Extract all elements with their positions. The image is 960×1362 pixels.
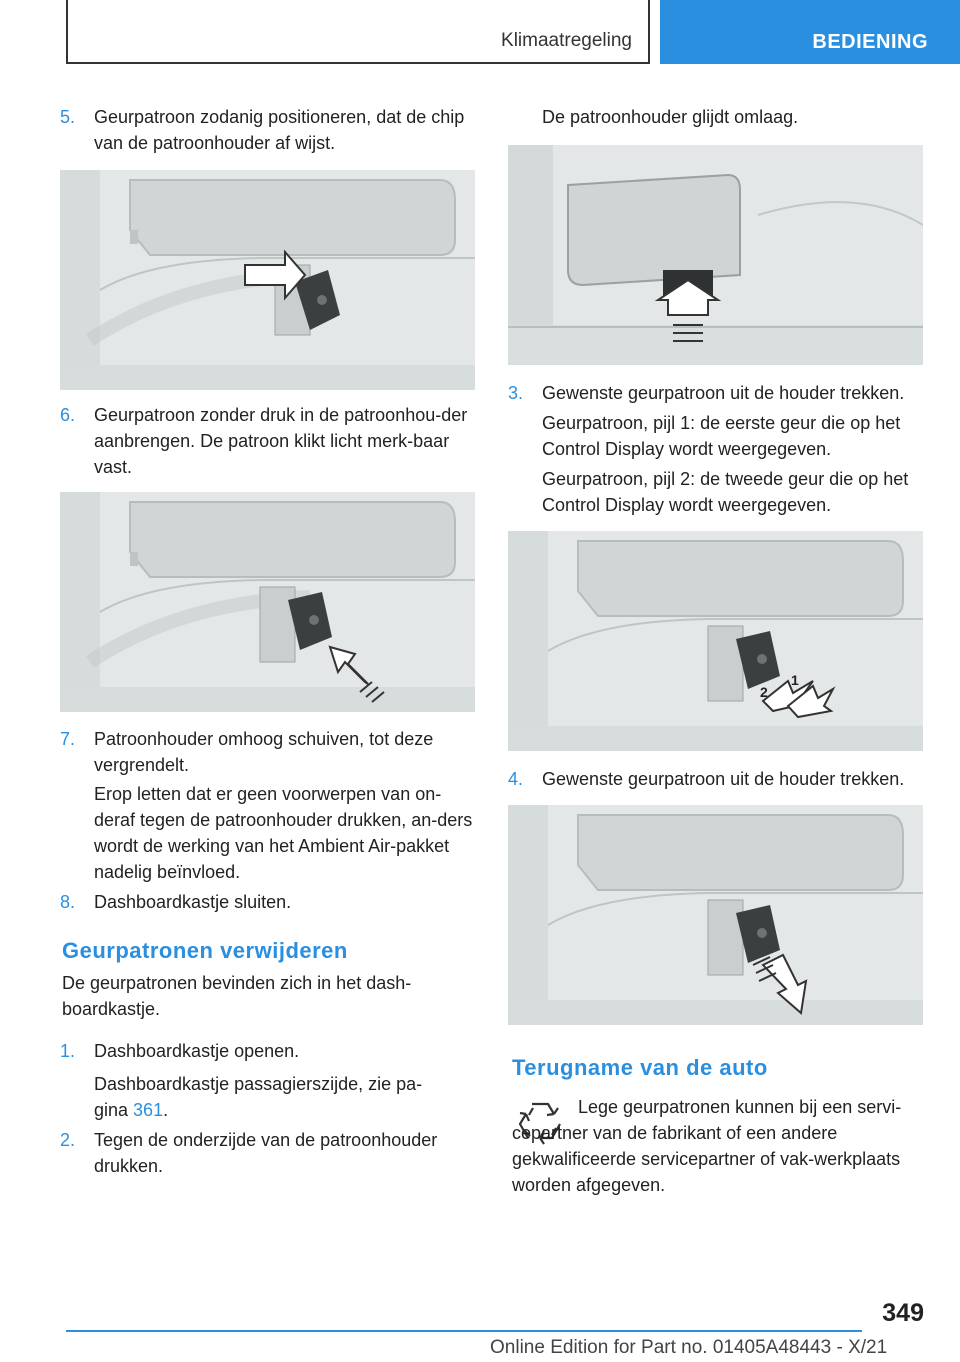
recycling-paragraph: Lege geurpatronen kunnen bij een servi‐cepartner van de fabrikant of een andere gekwalificeerde servicepartner of vak‐werkplaats worden afgegeven. — [512, 1097, 902, 1195]
step-text: Dashboardkastje openen. — [94, 1041, 300, 1061]
step-number: 6. — [60, 405, 76, 425]
page-reference-link[interactable]: 361 — [133, 1100, 164, 1120]
step-text: Gewenste geurpatroon uit de houder trekken. — [542, 769, 905, 789]
step-number: 7. — [60, 729, 76, 749]
chapter-tab — [660, 0, 960, 64]
arrow-2-description: Geurpatroon, pijl 2: de tweede geur die op het Control Display wordt weergegeven. — [542, 469, 909, 515]
step-2-result: De patroonhouder glijdt omlaag. — [542, 107, 799, 127]
note-suffix: . — [163, 1100, 169, 1120]
photo-pull-cartridge-out — [508, 805, 923, 1025]
step-number: 1. — [60, 1041, 76, 1061]
photo-cartridge-click — [60, 492, 475, 712]
step-text: Geurpatroon zonder druk in de patroonhou‐der aanbrengen. De patroon klikt licht merk‐baar vast. — [94, 405, 468, 477]
step-text: Gewenste geurpatroon uit de houder trekken. — [542, 383, 905, 403]
step-number: 8. — [60, 892, 76, 912]
step-number: 3. — [508, 383, 524, 403]
remove-step-1-note — [94, 1071, 454, 1123]
step-text: Tegen de onderzijde van de patroonhouder drukken. — [94, 1130, 438, 1176]
step-number: 2. — [60, 1130, 76, 1150]
intro-paragraph: De geurpatronen bevinden zich in het dash‐boardkastje. — [62, 973, 412, 1019]
step-text: Geurpatroon zodanig positioneren, dat de chip van de patroonhouder af wijst. — [94, 107, 465, 153]
arrow-1-description: Geurpatroon, pijl 1: de eerste geur die op het Control Display wordt weergegeven. — [542, 413, 901, 459]
section-title: Klimaatregeling — [501, 30, 632, 51]
chapter-title: BEDIENING — [812, 31, 928, 53]
heading-remove-cartridges: Geurpatronen verwijderen — [62, 938, 348, 963]
footer-divider — [66, 1330, 862, 1332]
note-text: Dashboardkastje passagierszijde, zie pa‐gina — [94, 1074, 423, 1120]
step-7-note: Erop letten dat er geen voorwerpen van on‐deraf tegen de patroonhouder drukken, an‐ders wordt de werking van het Ambient Air-pakket nadelig beïnvloed. — [94, 784, 473, 882]
photo-insert-cartridge — [60, 170, 475, 390]
arrow-label-2: 2 — [760, 684, 768, 700]
photo-holder-slides-down — [508, 145, 923, 365]
page-header — [66, 0, 960, 64]
photo-pull-cartridge-arrows — [508, 531, 923, 751]
page-number: 349 — [882, 1299, 924, 1327]
step-number: 4. — [508, 769, 524, 789]
step-text: Dashboardkastje sluiten. — [94, 892, 292, 912]
arrow-label-1: 1 — [791, 672, 799, 688]
heading-vehicle-return: Terugname van de auto — [512, 1055, 768, 1080]
step-number: 5. — [60, 107, 76, 127]
footer-edition: Online Edition for Part no. 01405A48443 - X/21 — [490, 1337, 888, 1358]
step-text: Patroonhouder omhoog schuiven, tot deze vergrendelt. — [94, 729, 434, 775]
